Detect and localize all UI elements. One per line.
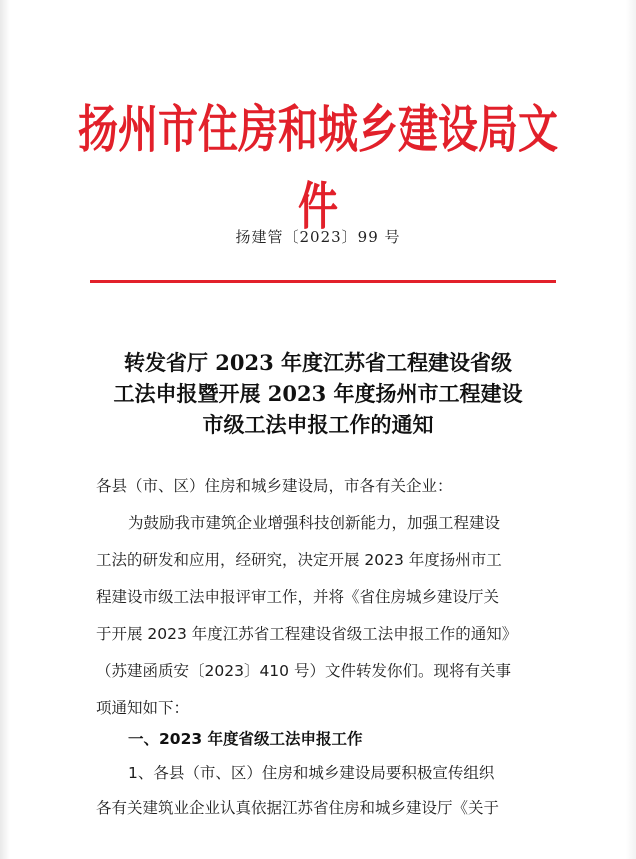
paragraph-line: 为鼓励我市建筑企业增强科技创新能力，加强工程建设 [128, 514, 501, 532]
masthead-title: 扬州市住房和城乡建设局文件 [78, 100, 558, 237]
notice-title [80, 347, 556, 440]
paragraph-line: 程建设市级工法申报评审工作，并将《省住房城乡建设厅关 [96, 588, 500, 606]
paragraph-line: 项通知如下： [96, 699, 190, 717]
red-divider [90, 280, 556, 283]
paragraph-line: 于开展 2023 年度江苏省工程建设省级工法申报工作的通知》 [96, 625, 518, 643]
title-line: 市级工法申报工作的通知 [202, 412, 434, 437]
salutation-line: 各县（市、区）住房和城乡建设局，市各有关企业： [96, 477, 453, 495]
paragraph-line: （苏建函质安〔2023〕410 号）文件转发你们。现将有关事 [96, 662, 511, 680]
paragraph-line: 各有关建筑业企业认真依据江苏省住房和城乡建设厅《关于 [96, 799, 500, 817]
title-line: 工法申报暨开展 2023 年度扬州市工程建设 [113, 381, 523, 406]
title-line: 转发省厅 2023 年度江苏省工程建设省级 [123, 350, 513, 375]
paragraph-line: 工法的研发和应用，经研究，决定开展 2023 年度扬州市工 [96, 551, 502, 569]
section-heading: 一、2023 年度省级工法申报工作 [128, 730, 363, 748]
document-number: 扬建管〔2023〕99 号 [235, 228, 401, 246]
paragraph-line: 1、各县（市、区）住房和城乡建设局要积极宣传组织 [128, 764, 495, 782]
